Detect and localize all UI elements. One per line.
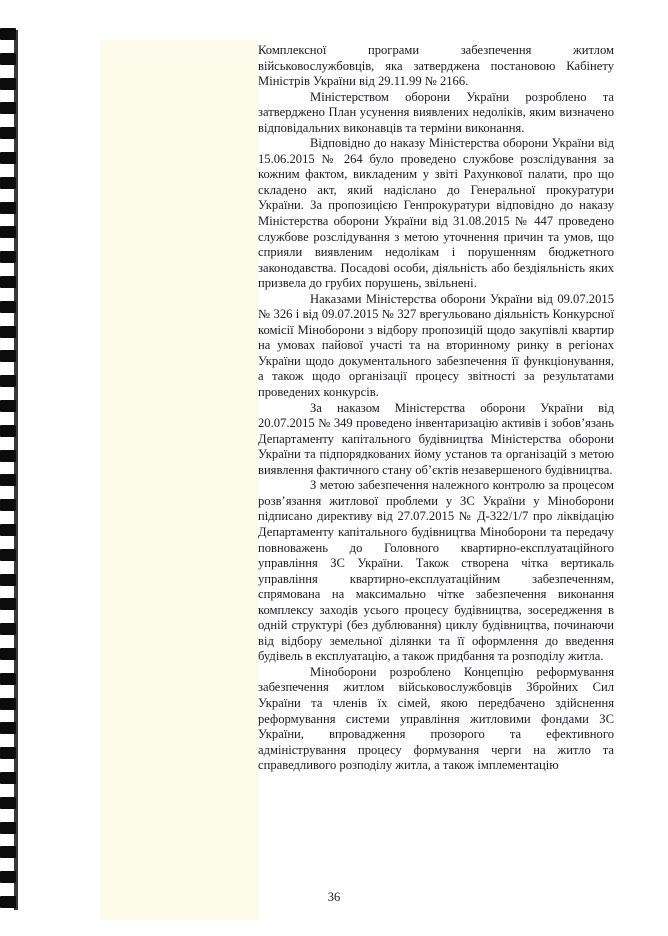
binding-ring [0,598,16,610]
binding-ring [0,549,16,561]
binding-ring [0,450,16,462]
paragraph-4: Наказами Міністерства оборони України від 09.07.2015 № 326 і від 09.07.2015 № 327 врегульовано діяльність Конкурсної комісії Міноборони з відбору пропозицій щодо закупівлі квартир на умовах пайової участі та на вторинному ринку в регіонах України щодо документального забезпечення її функціонування, а також щодо організації процесу звітності за результатами проведених конкурсів. [258,291,614,400]
binding-ring [0,772,16,784]
binding-ring [0,226,16,238]
page-number: 36 [327,890,341,904]
binding-ring [0,524,16,536]
binding-ring [0,474,16,486]
binding-ring [0,846,16,858]
binding-ring [0,102,16,114]
binding-ring [0,722,16,734]
binding-ring [0,871,16,883]
document-body [258,43,614,774]
binding-ring [0,326,16,338]
paragraph-1: Комплексної програми забезпечення житлом військовослужбовців, яка затверджена постановою Кабінету Міністрів України від 29.11.99 № 2166. [258,43,614,89]
binding-ring [0,499,16,511]
binding-ring [0,797,16,809]
binding-ring [0,648,16,660]
binding-ring [0,251,16,263]
binding-ring [0,350,16,362]
binding-ring [0,53,16,65]
binding-ring [0,673,16,685]
binding-ring [0,202,16,214]
binding-ring [0,623,16,635]
binding-ring [0,152,16,164]
binding-ring [0,574,16,586]
binding-ring [0,127,16,139]
paragraph-6: З метою забезпечення належного контролю за процесом розв’язання житлової проблеми у ЗС України у Міноборони підписано директиву від 27.07.2015 № Д-322/1/7 про ліквідацію Департаменту капітального будівництва Міноборони та передачу повноважень до Головного квартирно-експлуатаційного управління ЗС України. Також створена чітка вертикаль управління квартирно-експлуатаційним забезпеченням, спрямована на максимально чітке забезпечення виконання комплексу заходів усього процесу будівництва, зосередження в одній структурі (без дублювання) циклу будівництва, починаючи від відбору земельної ділянки та її оформлення до введення будівель в експлуатацію, а також придбання та розподілу житла. [258,478,614,664]
paragraph-3: Відповідно до наказу Міністерства оборони України від 15.06.2015 № 264 було проведено службове розслідування за кожним фактом, викладеним у звіті Рахункової палати, про що складено акт, який надіслано до Генеральної прокуратури України. За пропозицією Генпрокуратури відповідно до наказу Міністерства оборони України від 31.08.2015 № 447 проведено службове розслідування з метою уточнення причин та умов, що сприяли виявленим недолікам і порушенням бюджетного законодавства. Посадові особи, діяльність або бездіяльність яких призвела до грубих порушень, звільнені. [258,136,614,291]
binding-ring [0,375,16,387]
spiral-binding [0,0,24,936]
binding-ring [0,698,16,710]
binding-ring [0,301,16,313]
page-highlight-stripe [100,40,258,920]
paragraph-2: Міністерством оборони України розроблено та затверджено План усунення виявлених недоліків, яким визначено відповідальних виконавців та терміни виконання. [258,89,614,135]
paragraph-5: За наказом Міністерства оборони України від 20.07.2015 № 349 проведено інвентаризацію активів і зобов’язань Департаменту капітального будівництва Міністерства оборони України та підпорядкованих йому установ та організацій з метою виявлення фактичного стану об’єктів незавершеного будівництва. [258,400,614,477]
binding-ring [0,747,16,759]
binding-ring [0,822,16,834]
binding-ring [0,78,16,90]
binding-ring [0,276,16,288]
paragraph-7: Міноборони розроблено Концепцію реформування забезпечення житлом військовослужбовців Збройних Сил України та членів їх сімей, якою передбачено здійснення реформування системи управління житловими фондами ЗС України, впровадження прозорого та ефективного адміністрування процесу формування черги на житло та справедливого розподілу житла, а також імплементацію [258,664,614,773]
binding-ring [0,177,16,189]
binding-ring [0,425,16,437]
binding-ring [0,28,16,40]
binding-ring [0,400,16,412]
